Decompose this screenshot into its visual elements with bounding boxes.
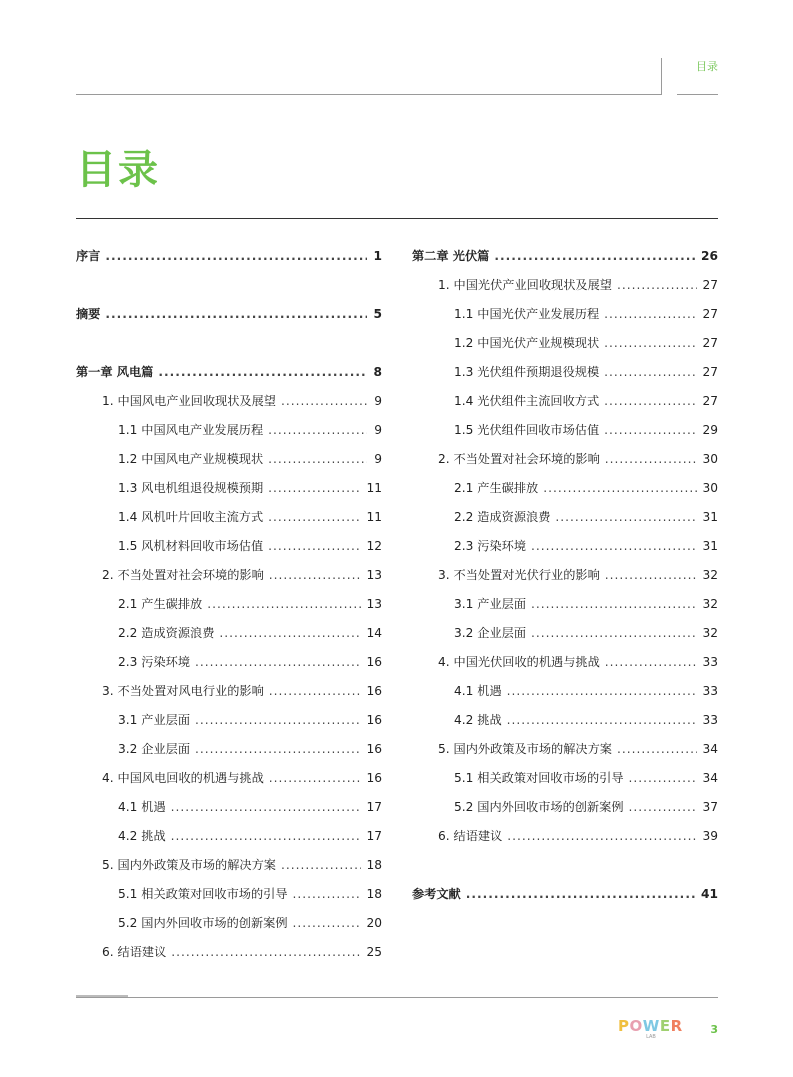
toc-leader-dots [466, 887, 696, 901]
toc-entry-page: 27 [702, 336, 718, 350]
toc-leader-dots [171, 945, 361, 959]
toc-entry-page: 11 [366, 481, 382, 495]
toc-entry[interactable] [76, 740, 382, 769]
toc-entry-page: 32 [702, 626, 718, 640]
toc-entry[interactable] [76, 827, 382, 856]
toc-entry-label: 4.1 机遇 [454, 684, 502, 698]
toc-entry-label: 2.3 污染环境 [118, 655, 191, 669]
toc-entry-label: 序言 [76, 249, 101, 263]
toc-entry-page: 32 [702, 597, 718, 611]
toc-entry[interactable] [76, 537, 382, 566]
toc-entry-page: 27 [702, 394, 718, 408]
toc-entry-label: 参考文献 [412, 887, 461, 901]
toc-entry[interactable] [412, 276, 718, 305]
toc-entry-label: 3.2 企业层面 [118, 742, 191, 756]
toc-entry-label: 1.1 中国风电产业发展历程 [118, 423, 264, 437]
toc-leader-dots [195, 655, 361, 669]
toc-entry-label: 6. 结语建议 [102, 945, 167, 959]
toc-leader-dots [604, 423, 697, 437]
toc-entry[interactable] [412, 566, 718, 595]
toc-leader-dots [617, 278, 698, 292]
toc-entry[interactable] [76, 653, 382, 682]
toc-entry-label: 5. 国内外政策及市场的解决方案 [102, 858, 276, 872]
toc-leader-dots [604, 365, 697, 379]
toc-entry-label: 3. 不当处置对风电行业的影响 [102, 684, 264, 698]
toc-entry[interactable] [76, 566, 382, 595]
toc-entry-page: 16 [366, 742, 382, 756]
toc-entry-page: 37 [702, 800, 718, 814]
toc-leader-dots [629, 800, 698, 814]
toc-entry-label: 2.1 产生碳排放 [454, 481, 539, 495]
toc-leader-dots [269, 771, 362, 785]
toc-entry-label: 1.5 风机材料回收市场估值 [118, 539, 264, 553]
toc-entry-page: 17 [366, 800, 382, 814]
toc-entry[interactable] [76, 624, 382, 653]
toc-entry-label: 4. 中国风电回收的机遇与挑战 [102, 771, 264, 785]
toc-entry-page: 29 [702, 423, 718, 437]
toc-entry-page: 9 [374, 423, 382, 437]
toc-entry-label: 第一章 风电篇 [76, 365, 154, 379]
toc-entry-page: 16 [366, 713, 382, 727]
toc-entry-page: 27 [702, 307, 718, 321]
toc-leader-dots [219, 626, 361, 640]
toc-entry-page: 16 [366, 655, 382, 669]
toc-entry-page: 33 [702, 655, 718, 669]
toc-entry-page: 31 [702, 539, 718, 553]
toc-entry-page: 33 [702, 684, 718, 698]
toc-leader-dots [105, 307, 367, 321]
toc-entry[interactable] [76, 885, 382, 914]
toc-entry-page: 1 [373, 249, 382, 263]
toc-entry[interactable] [76, 305, 382, 334]
toc-spacer [76, 334, 382, 363]
toc-entry[interactable] [76, 856, 382, 885]
toc-entry[interactable] [412, 827, 718, 856]
toc-leader-dots [281, 858, 362, 872]
toc-entry[interactable] [412, 479, 718, 508]
toc-entry-label: 2. 不当处置对社会环境的影响 [102, 568, 264, 582]
title-rule [76, 218, 718, 219]
toc-leader-dots [494, 249, 696, 263]
toc-leader-dots [171, 829, 362, 843]
toc-entry-label: 5. 国内外政策及市场的解决方案 [438, 742, 612, 756]
toc-leader-dots [629, 771, 698, 785]
toc-entry[interactable] [412, 682, 718, 711]
toc-column-left [76, 247, 382, 972]
toc-entry-label: 4.2 挑战 [118, 829, 166, 843]
toc-entry[interactable] [412, 450, 718, 479]
toc-entry-label: 2.1 产生碳排放 [118, 597, 203, 611]
toc-entry[interactable] [412, 334, 718, 363]
toc-entry[interactable] [76, 450, 382, 479]
toc-entry-page: 17 [366, 829, 382, 843]
toc-leader-dots [605, 452, 698, 466]
toc-entry-page: 8 [373, 365, 382, 379]
toc-entry[interactable] [76, 595, 382, 624]
toc-entry[interactable] [412, 305, 718, 334]
toc-leader-dots [268, 452, 367, 466]
header-divider [661, 58, 662, 95]
toc-entry-label: 5.1 相关政策对回收市场的引导 [118, 887, 288, 901]
footer-rule [76, 997, 718, 998]
toc-leader-dots [543, 481, 697, 495]
toc-entry[interactable] [412, 508, 718, 537]
toc-entry-page: 41 [701, 887, 718, 901]
toc-leader-dots [105, 249, 367, 263]
toc-entry-label: 1.3 风电机组退役规模预期 [118, 481, 264, 495]
toc-entry[interactable] [76, 392, 382, 421]
toc-entry[interactable] [412, 653, 718, 682]
toc-leader-dots [268, 423, 367, 437]
logo-subtext: LAB [646, 1034, 656, 1040]
toc-leader-dots [293, 916, 362, 930]
toc-entry-page: 26 [701, 249, 718, 263]
toc-entry-label: 1. 中国光伏产业回收现状及展望 [438, 278, 612, 292]
toc-entry[interactable] [76, 508, 382, 537]
toc-leader-dots [604, 394, 697, 408]
toc-leader-dots [268, 539, 361, 553]
toc-entry-page: 25 [366, 945, 382, 959]
toc-entry-page: 9 [374, 394, 382, 408]
toc-leader-dots [293, 887, 362, 901]
toc-leader-dots [531, 539, 697, 553]
toc-entry-label: 3.1 产业层面 [118, 713, 191, 727]
toc-entry-label: 1.2 中国光伏产业规模现状 [454, 336, 600, 350]
toc-entry-label: 1. 中国风电产业回收现状及展望 [102, 394, 276, 408]
toc-leader-dots [604, 307, 697, 321]
toc-entry-label: 5.2 国内外回收市场的创新案例 [118, 916, 288, 930]
toc-leader-dots [604, 336, 697, 350]
toc-entry-page: 5 [373, 307, 382, 321]
toc-entry-label: 3.2 企业层面 [454, 626, 527, 640]
toc-entry[interactable] [76, 769, 382, 798]
toc-entry[interactable] [412, 595, 718, 624]
toc-entry[interactable] [76, 363, 382, 392]
toc-entry-label: 1.2 中国风电产业规模现状 [118, 452, 264, 466]
toc-entry-page: 11 [366, 510, 382, 524]
toc-entry-page: 18 [366, 858, 382, 872]
power-lab-logo [618, 1019, 684, 1045]
toc-leader-dots [281, 394, 367, 408]
header-rule-right [677, 94, 718, 95]
toc-entry-label: 4.2 挑战 [454, 713, 502, 727]
toc-entry[interactable] [76, 914, 382, 943]
toc-spacer [76, 276, 382, 305]
toc-entry-page: 30 [702, 481, 718, 495]
toc-entry-page: 12 [366, 539, 382, 553]
toc-entry[interactable] [412, 798, 718, 827]
toc-spacer [412, 856, 718, 885]
toc-entry-page: 27 [702, 278, 718, 292]
toc-entry-label: 1.4 光伏组件主流回收方式 [454, 394, 600, 408]
toc-leader-dots [207, 597, 361, 611]
toc-entry-page: 31 [702, 510, 718, 524]
toc-leader-dots [605, 568, 698, 582]
toc-entry-page: 39 [702, 829, 718, 843]
toc-entry-page: 33 [702, 713, 718, 727]
toc-entry-label: 3. 不当处置对光伏行业的影响 [438, 568, 600, 582]
page-number: 3 [710, 1023, 718, 1036]
toc-entry[interactable] [76, 798, 382, 827]
toc-entry-label: 4.1 机遇 [118, 800, 166, 814]
toc-entry-label: 1.5 光伏组件回收市场估值 [454, 423, 600, 437]
toc-leader-dots [617, 742, 698, 756]
toc-entry-label: 5.2 国内外回收市场的创新案例 [454, 800, 624, 814]
toc-entry[interactable] [76, 943, 382, 972]
toc-leader-dots [507, 713, 698, 727]
toc-entry-page: 13 [366, 568, 382, 582]
toc-entry-label: 5.1 相关政策对回收市场的引导 [454, 771, 624, 785]
page-title: 目录 [76, 147, 160, 193]
toc-entry-page: 9 [374, 452, 382, 466]
toc-leader-dots [507, 829, 697, 843]
toc-entry-label: 2.3 污染环境 [454, 539, 527, 553]
toc-entry-page: 13 [366, 597, 382, 611]
toc-column-right [412, 247, 718, 914]
toc-leader-dots [268, 510, 361, 524]
toc-entry[interactable] [412, 885, 718, 914]
toc-entry-label: 4. 中国光伏回收的机遇与挑战 [438, 655, 600, 669]
toc-entry-page: 20 [366, 916, 382, 930]
toc-entry[interactable] [412, 711, 718, 740]
toc-entry[interactable] [412, 740, 718, 769]
toc-entry-label: 2.2 造成资源浪费 [118, 626, 215, 640]
toc-entry[interactable] [412, 624, 718, 653]
toc-leader-dots [269, 568, 362, 582]
toc-entry[interactable] [412, 537, 718, 566]
toc-entry-label: 2.2 造成资源浪费 [454, 510, 551, 524]
toc-entry-label: 第二章 光伏篇 [412, 249, 490, 263]
toc-entry-page: 14 [366, 626, 382, 640]
toc-leader-dots [268, 481, 361, 495]
toc-entry-page: 34 [702, 771, 718, 785]
toc-entry-label: 3.1 产业层面 [454, 597, 527, 611]
toc-entry[interactable] [412, 247, 718, 276]
toc-entry[interactable] [412, 769, 718, 798]
toc-leader-dots [171, 800, 362, 814]
toc-entry[interactable] [76, 479, 382, 508]
toc-leader-dots [531, 626, 697, 640]
toc-entry[interactable] [76, 711, 382, 740]
toc-entry-label: 6. 结语建议 [438, 829, 503, 843]
toc-entry-label: 2. 不当处置对社会环境的影响 [438, 452, 600, 466]
toc-entry-label: 1.1 中国光伏产业发展历程 [454, 307, 600, 321]
toc-leader-dots [555, 510, 697, 524]
toc-leader-dots [195, 742, 361, 756]
toc-entry[interactable] [412, 421, 718, 450]
toc-entry-page: 18 [366, 887, 382, 901]
logo-wordmark: POWER [618, 1017, 683, 1035]
toc-entry-label: 1.4 风机叶片回收主流方式 [118, 510, 264, 524]
toc-entry-page: 34 [702, 742, 718, 756]
toc-leader-dots [269, 684, 362, 698]
toc-entry-page: 16 [366, 771, 382, 785]
toc-entry-label: 1.3 光伏组件预期退役规模 [454, 365, 600, 379]
toc-entry-page: 16 [366, 684, 382, 698]
toc-leader-dots [195, 713, 361, 727]
toc-leader-dots [158, 365, 367, 379]
toc-entry-page: 30 [702, 452, 718, 466]
toc-entry-page: 32 [702, 568, 718, 582]
toc-entry[interactable] [76, 247, 382, 276]
toc-entry-label: 摘要 [76, 307, 101, 321]
header-label: 目录 [696, 60, 718, 73]
toc-leader-dots [605, 655, 698, 669]
toc-entry[interactable] [412, 363, 718, 392]
toc-entry-page: 27 [702, 365, 718, 379]
toc-leader-dots [531, 597, 697, 611]
toc-entry[interactable] [412, 392, 718, 421]
toc-leader-dots [507, 684, 698, 698]
toc-entry[interactable] [76, 421, 382, 450]
toc-entry[interactable] [76, 682, 382, 711]
header-rule-left [76, 94, 661, 95]
